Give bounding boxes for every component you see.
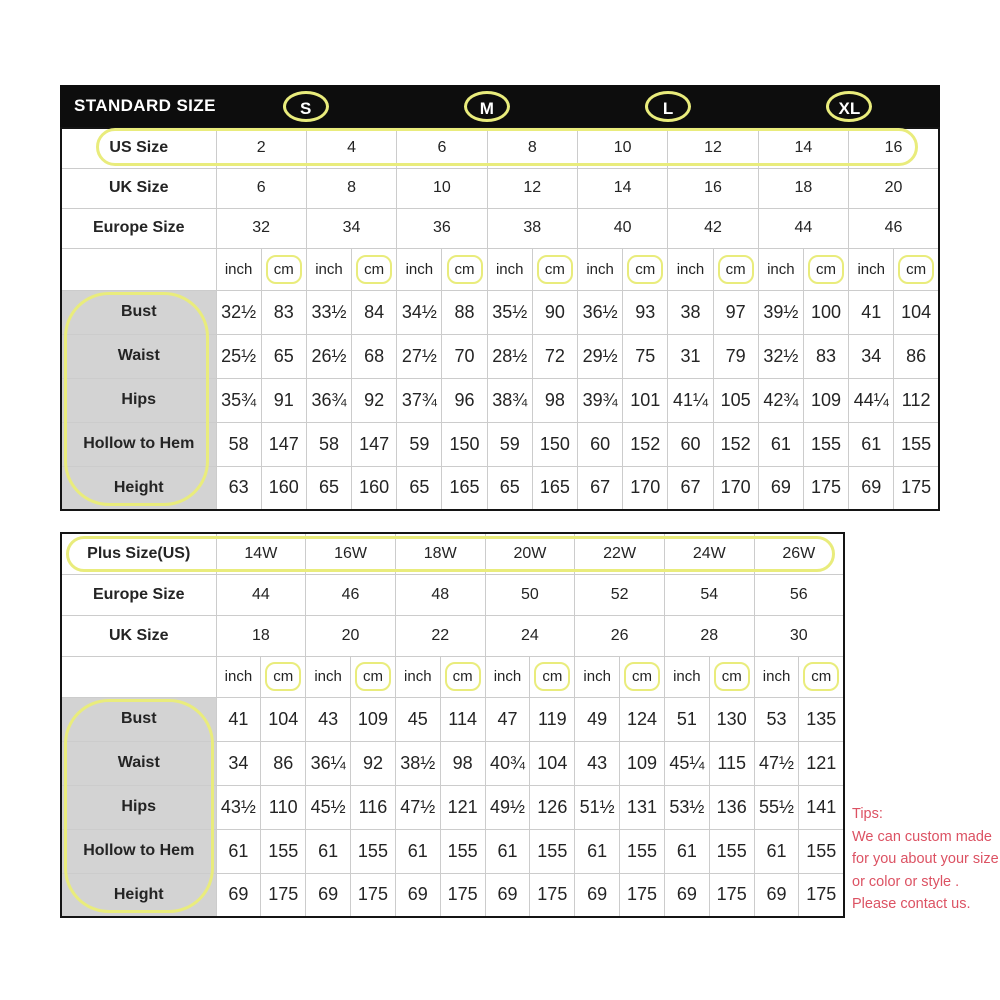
- tips-lines: [852, 826, 1000, 916]
- size-value-cell: 12: [487, 168, 577, 208]
- cm-unit-cell: [623, 248, 668, 290]
- size-value-cell: 6: [216, 168, 306, 208]
- measure-value-cell: 93: [623, 290, 668, 334]
- measure-value-cell: 155: [709, 829, 754, 873]
- measure-value-cell: 35½: [487, 290, 532, 334]
- measure-row: [61, 697, 844, 741]
- size-value-cell: 32: [216, 208, 306, 248]
- cm-highlight-box: cm: [808, 255, 844, 284]
- measure-value-cell: 124: [620, 697, 665, 741]
- cm-unit-cell: [803, 248, 848, 290]
- cm-highlight-box: cm: [803, 662, 839, 691]
- cm-unit-cell: [530, 656, 575, 697]
- measure-label: Height: [61, 466, 216, 510]
- inch-unit-cell: inch: [216, 248, 261, 290]
- size-row: [61, 128, 939, 168]
- measure-label: Waist: [61, 741, 216, 785]
- measure-value-cell: 126: [530, 785, 575, 829]
- measure-value-cell: 98: [440, 741, 485, 785]
- measure-value-cell: 34½: [397, 290, 442, 334]
- measure-value-cell: 36¾: [306, 378, 351, 422]
- measure-value-cell: 165: [532, 466, 577, 510]
- measure-value-cell: 147: [261, 422, 306, 466]
- measure-value-cell: 29½: [578, 334, 623, 378]
- measure-value-cell: 155: [620, 829, 665, 873]
- measure-value-cell: 69: [216, 873, 261, 917]
- measure-value-cell: 92: [352, 378, 397, 422]
- measure-value-cell: 58: [306, 422, 351, 466]
- measure-value-cell: 65: [261, 334, 306, 378]
- measure-value-cell: 38½: [395, 741, 440, 785]
- size-value-cell: 52: [575, 574, 665, 615]
- measure-value-cell: 152: [623, 422, 668, 466]
- size-value-cell: 54: [664, 574, 754, 615]
- size-letter-ellipse: L: [645, 91, 691, 122]
- measure-value-cell: 69: [485, 873, 530, 917]
- measure-value-cell: 150: [532, 422, 577, 466]
- measure-value-cell: 51½: [575, 785, 620, 829]
- measure-value-cell: 160: [352, 466, 397, 510]
- inch-unit-cell: inch: [575, 656, 620, 697]
- standard-size-header-bar: [60, 85, 940, 127]
- cm-unit-cell: [351, 656, 396, 697]
- measure-value-cell: 155: [799, 829, 844, 873]
- tips-title: Tips:: [852, 806, 883, 822]
- cm-unit-cell: [709, 656, 754, 697]
- size-value-cell: 14: [578, 168, 668, 208]
- measure-value-cell: 65: [487, 466, 532, 510]
- measure-value-cell: 47: [485, 697, 530, 741]
- size-row: [61, 574, 844, 615]
- row-label: US Size: [61, 128, 216, 168]
- inch-unit-cell: inch: [758, 248, 803, 290]
- measure-value-cell: 155: [803, 422, 848, 466]
- inch-unit-cell: inch: [754, 656, 799, 697]
- inch-unit-cell: inch: [395, 656, 440, 697]
- measure-value-cell: 59: [397, 422, 442, 466]
- measure-value-cell: 112: [894, 378, 939, 422]
- size-group-zone: [578, 91, 759, 122]
- size-row: [61, 168, 939, 208]
- measure-value-cell: 175: [351, 873, 396, 917]
- measure-value-cell: 49: [575, 697, 620, 741]
- measure-value-cell: 136: [709, 785, 754, 829]
- standard-size-table: [60, 127, 940, 511]
- measure-value-cell: 65: [306, 466, 351, 510]
- measure-value-cell: 86: [894, 334, 939, 378]
- size-value-cell: 30: [754, 615, 844, 656]
- size-value-cell: 40: [578, 208, 668, 248]
- size-value-cell: 46: [849, 208, 939, 248]
- size-row: [61, 533, 844, 574]
- measure-label: Hips: [61, 378, 216, 422]
- size-value-cell: 14W: [216, 533, 306, 574]
- measure-value-cell: 115: [709, 741, 754, 785]
- measure-row: [61, 466, 939, 510]
- measure-value-cell: 155: [351, 829, 396, 873]
- size-value-cell: 14: [758, 128, 848, 168]
- measure-value-cell: 135: [799, 697, 844, 741]
- cm-highlight-box: cm: [718, 255, 754, 284]
- measure-value-cell: 109: [351, 697, 396, 741]
- measure-value-cell: 86: [261, 741, 306, 785]
- size-value-cell: 50: [485, 574, 575, 615]
- measure-value-cell: 33½: [306, 290, 351, 334]
- measure-value-cell: 40¾: [485, 741, 530, 785]
- tips-line: or color or style .: [852, 873, 960, 890]
- measure-value-cell: 58: [216, 422, 261, 466]
- inch-unit-cell: inch: [664, 656, 709, 697]
- measure-value-cell: 59: [487, 422, 532, 466]
- cm-unit-cell: [799, 656, 844, 697]
- cm-unit-cell: [620, 656, 665, 697]
- cm-highlight-box: cm: [265, 662, 301, 691]
- size-value-cell: 28: [664, 615, 754, 656]
- measure-value-cell: 100: [803, 290, 848, 334]
- measure-value-cell: 41¼: [668, 378, 713, 422]
- measure-value-cell: 60: [668, 422, 713, 466]
- measure-value-cell: 90: [532, 290, 577, 334]
- measure-value-cell: 38: [668, 290, 713, 334]
- row-label: Europe Size: [61, 208, 216, 248]
- measure-value-cell: 32½: [216, 290, 261, 334]
- size-value-cell: 20: [849, 168, 939, 208]
- measure-value-cell: 55½: [754, 785, 799, 829]
- measure-value-cell: 83: [261, 290, 306, 334]
- measure-row: [61, 290, 939, 334]
- measure-value-cell: 69: [754, 873, 799, 917]
- row-label: Europe Size: [61, 574, 216, 615]
- size-value-cell: 44: [216, 574, 306, 615]
- measure-value-cell: 67: [578, 466, 623, 510]
- inch-unit-cell: inch: [216, 656, 261, 697]
- measure-label: Height: [61, 873, 216, 917]
- measure-value-cell: 175: [894, 466, 939, 510]
- measure-label: Bust: [61, 697, 216, 741]
- size-value-cell: 8: [487, 128, 577, 168]
- measure-value-cell: 69: [758, 466, 803, 510]
- standard-size-title: STANDARD SIZE: [74, 96, 216, 115]
- inch-unit-cell: inch: [397, 248, 442, 290]
- measure-value-cell: 45: [395, 697, 440, 741]
- measure-value-cell: 170: [713, 466, 758, 510]
- measure-value-cell: 130: [709, 697, 754, 741]
- measure-value-cell: 175: [261, 873, 306, 917]
- cm-unit-cell: [440, 656, 485, 697]
- size-value-cell: 18: [216, 615, 306, 656]
- measure-value-cell: 60: [578, 422, 623, 466]
- size-value-cell: 18W: [395, 533, 485, 574]
- row-label: Plus Size(US): [61, 533, 216, 574]
- measure-value-cell: 175: [440, 873, 485, 917]
- measure-value-cell: 34: [849, 334, 894, 378]
- measure-value-cell: 39½: [758, 290, 803, 334]
- size-value-cell: 10: [397, 168, 487, 208]
- measure-value-cell: 98: [532, 378, 577, 422]
- cm-unit-cell: [261, 656, 306, 697]
- measure-value-cell: 45½: [306, 785, 351, 829]
- measure-value-cell: 61: [485, 829, 530, 873]
- measure-value-cell: 175: [803, 466, 848, 510]
- cm-highlight-box: cm: [627, 255, 663, 284]
- measure-value-cell: 49½: [485, 785, 530, 829]
- size-value-cell: 16: [849, 128, 939, 168]
- measure-label: Hollow to Hem: [61, 829, 216, 873]
- measure-value-cell: 104: [530, 741, 575, 785]
- measure-value-cell: 28½: [487, 334, 532, 378]
- measure-row: [61, 334, 939, 378]
- size-value-cell: 20W: [485, 533, 575, 574]
- size-value-cell: 42: [668, 208, 758, 248]
- size-value-cell: 10: [578, 128, 668, 168]
- measure-value-cell: 35¾: [216, 378, 261, 422]
- measure-value-cell: 51: [664, 697, 709, 741]
- size-row: [61, 615, 844, 656]
- cm-highlight-box: cm: [355, 662, 391, 691]
- measure-value-cell: 175: [799, 873, 844, 917]
- size-value-cell: 36: [397, 208, 487, 248]
- cm-highlight-box: cm: [714, 662, 750, 691]
- measure-label: Hips: [61, 785, 216, 829]
- measure-value-cell: 69: [395, 873, 440, 917]
- measure-value-cell: 114: [440, 697, 485, 741]
- measure-value-cell: 27½: [397, 334, 442, 378]
- tips-line: for you about your size: [852, 851, 999, 867]
- measure-value-cell: 104: [894, 290, 939, 334]
- cm-highlight-box: cm: [534, 662, 570, 691]
- size-value-cell: 4: [306, 128, 396, 168]
- measure-value-cell: 97: [713, 290, 758, 334]
- cm-highlight-box: cm: [537, 255, 573, 284]
- measure-row: [61, 785, 844, 829]
- measure-row: [61, 422, 939, 466]
- measure-label: Hollow to Hem: [61, 422, 216, 466]
- unit-row-empty-cell: [61, 248, 216, 290]
- plus-size-section: [60, 532, 845, 918]
- measure-value-cell: 43: [575, 741, 620, 785]
- measure-value-cell: 39¾: [578, 378, 623, 422]
- cm-highlight-box: cm: [356, 255, 392, 284]
- measure-value-cell: 69: [575, 873, 620, 917]
- inch-unit-cell: inch: [306, 656, 351, 697]
- row-label: UK Size: [61, 615, 216, 656]
- size-value-cell: 46: [306, 574, 396, 615]
- inch-unit-cell: inch: [485, 656, 530, 697]
- measure-label: Waist: [61, 334, 216, 378]
- measure-value-cell: 83: [803, 334, 848, 378]
- measure-row: [61, 873, 844, 917]
- cm-highlight-box: cm: [447, 255, 483, 284]
- measure-value-cell: 109: [620, 741, 665, 785]
- measure-value-cell: 41: [849, 290, 894, 334]
- measure-value-cell: 63: [216, 466, 261, 510]
- size-value-cell: 26: [575, 615, 665, 656]
- measure-value-cell: 119: [530, 697, 575, 741]
- inch-unit-cell: inch: [668, 248, 713, 290]
- cm-highlight-box: cm: [898, 255, 934, 284]
- size-group-zone: [215, 91, 396, 122]
- measure-value-cell: 170: [623, 466, 668, 510]
- size-value-cell: 34: [306, 208, 396, 248]
- measure-value-cell: 160: [261, 466, 306, 510]
- measure-value-cell: 88: [442, 290, 487, 334]
- size-value-cell: 48: [395, 574, 485, 615]
- measure-value-cell: 110: [261, 785, 306, 829]
- measure-value-cell: 175: [709, 873, 754, 917]
- measure-value-cell: 61: [754, 829, 799, 873]
- cm-highlight-box: cm: [624, 662, 660, 691]
- measure-value-cell: 84: [352, 290, 397, 334]
- tips-line: Please contact us.: [852, 896, 971, 912]
- measure-value-cell: 67: [668, 466, 713, 510]
- size-value-cell: 20: [306, 615, 396, 656]
- measure-value-cell: 75: [623, 334, 668, 378]
- measure-value-cell: 121: [440, 785, 485, 829]
- size-value-cell: 38: [487, 208, 577, 248]
- measure-value-cell: 155: [440, 829, 485, 873]
- cm-unit-cell: [261, 248, 306, 290]
- measure-value-cell: 101: [623, 378, 668, 422]
- measure-value-cell: 44¼: [849, 378, 894, 422]
- inch-unit-cell: inch: [849, 248, 894, 290]
- size-value-cell: 24W: [664, 533, 754, 574]
- measure-value-cell: 105: [713, 378, 758, 422]
- measure-value-cell: 32½: [758, 334, 803, 378]
- measure-row: [61, 741, 844, 785]
- measure-value-cell: 34: [216, 741, 261, 785]
- measure-value-cell: 26½: [306, 334, 351, 378]
- cm-unit-cell: [532, 248, 577, 290]
- size-letter-ellipse: M: [464, 91, 510, 122]
- measure-value-cell: 47½: [754, 741, 799, 785]
- measure-value-cell: 61: [216, 829, 261, 873]
- measure-value-cell: 150: [442, 422, 487, 466]
- measure-value-cell: 53½: [664, 785, 709, 829]
- unit-row: [61, 656, 844, 697]
- custom-made-tips: [852, 803, 1000, 916]
- measure-value-cell: 31: [668, 334, 713, 378]
- measure-value-cell: 165: [442, 466, 487, 510]
- size-group-zone: [759, 91, 940, 122]
- size-group-zone: [396, 91, 577, 122]
- measure-value-cell: 37¾: [397, 378, 442, 422]
- unit-row: [61, 248, 939, 290]
- measure-value-cell: 131: [620, 785, 665, 829]
- standard-size-section: [60, 85, 940, 511]
- size-letter-ellipse: XL: [826, 91, 872, 122]
- cm-unit-cell: [713, 248, 758, 290]
- measure-value-cell: 152: [713, 422, 758, 466]
- size-value-cell: 16: [668, 168, 758, 208]
- size-value-cell: 2: [216, 128, 306, 168]
- size-row: [61, 208, 939, 248]
- measure-value-cell: 61: [575, 829, 620, 873]
- cm-unit-cell: [894, 248, 939, 290]
- plus-size-table: [60, 532, 845, 918]
- size-value-cell: 22: [395, 615, 485, 656]
- measure-value-cell: 61: [306, 829, 351, 873]
- size-value-cell: 18: [758, 168, 848, 208]
- size-letter-ellipse: S: [283, 91, 329, 122]
- measure-value-cell: 72: [532, 334, 577, 378]
- size-value-cell: 6: [397, 128, 487, 168]
- measure-value-cell: 175: [530, 873, 575, 917]
- measure-value-cell: 38¾: [487, 378, 532, 422]
- measure-value-cell: 155: [530, 829, 575, 873]
- measure-value-cell: 43: [306, 697, 351, 741]
- size-value-cell: 56: [754, 574, 844, 615]
- unit-row-empty-cell: [61, 656, 216, 697]
- measure-value-cell: 121: [799, 741, 844, 785]
- measure-value-cell: 68: [352, 334, 397, 378]
- measure-value-cell: 36½: [578, 290, 623, 334]
- measure-label: Bust: [61, 290, 216, 334]
- measure-value-cell: 41: [216, 697, 261, 741]
- inch-unit-cell: inch: [578, 248, 623, 290]
- size-value-cell: 22W: [575, 533, 665, 574]
- size-value-cell: 12: [668, 128, 758, 168]
- measure-value-cell: 69: [306, 873, 351, 917]
- inch-unit-cell: inch: [487, 248, 532, 290]
- size-value-cell: 44: [758, 208, 848, 248]
- measure-value-cell: 53: [754, 697, 799, 741]
- measure-value-cell: 42¾: [758, 378, 803, 422]
- measure-value-cell: 43½: [216, 785, 261, 829]
- measure-value-cell: 65: [397, 466, 442, 510]
- measure-value-cell: 79: [713, 334, 758, 378]
- measure-value-cell: 36¼: [306, 741, 351, 785]
- measure-value-cell: 91: [261, 378, 306, 422]
- measure-value-cell: 61: [664, 829, 709, 873]
- cm-unit-cell: [442, 248, 487, 290]
- inch-unit-cell: inch: [306, 248, 351, 290]
- measure-value-cell: 61: [395, 829, 440, 873]
- measure-value-cell: 47½: [395, 785, 440, 829]
- measure-value-cell: 155: [261, 829, 306, 873]
- measure-value-cell: 109: [803, 378, 848, 422]
- measure-value-cell: 45¼: [664, 741, 709, 785]
- measure-value-cell: 69: [849, 466, 894, 510]
- measure-value-cell: 96: [442, 378, 487, 422]
- measure-value-cell: 61: [758, 422, 803, 466]
- measure-row: [61, 378, 939, 422]
- tips-line: We can custom made: [852, 828, 992, 845]
- measure-value-cell: 25½: [216, 334, 261, 378]
- size-value-cell: 16W: [306, 533, 396, 574]
- cm-unit-cell: [352, 248, 397, 290]
- measure-value-cell: 104: [261, 697, 306, 741]
- size-value-cell: 24: [485, 615, 575, 656]
- measure-value-cell: 147: [352, 422, 397, 466]
- cm-highlight-box: cm: [445, 662, 481, 691]
- size-value-cell: 26W: [754, 533, 844, 574]
- size-value-cell: 8: [306, 168, 396, 208]
- measure-value-cell: 155: [894, 422, 939, 466]
- measure-value-cell: 92: [351, 741, 396, 785]
- cm-highlight-box: cm: [266, 255, 302, 284]
- measure-row: [61, 829, 844, 873]
- measure-value-cell: 175: [620, 873, 665, 917]
- measure-value-cell: 61: [849, 422, 894, 466]
- measure-value-cell: 116: [351, 785, 396, 829]
- measure-value-cell: 141: [799, 785, 844, 829]
- measure-value-cell: 69: [664, 873, 709, 917]
- row-label: UK Size: [61, 168, 216, 208]
- measure-value-cell: 70: [442, 334, 487, 378]
